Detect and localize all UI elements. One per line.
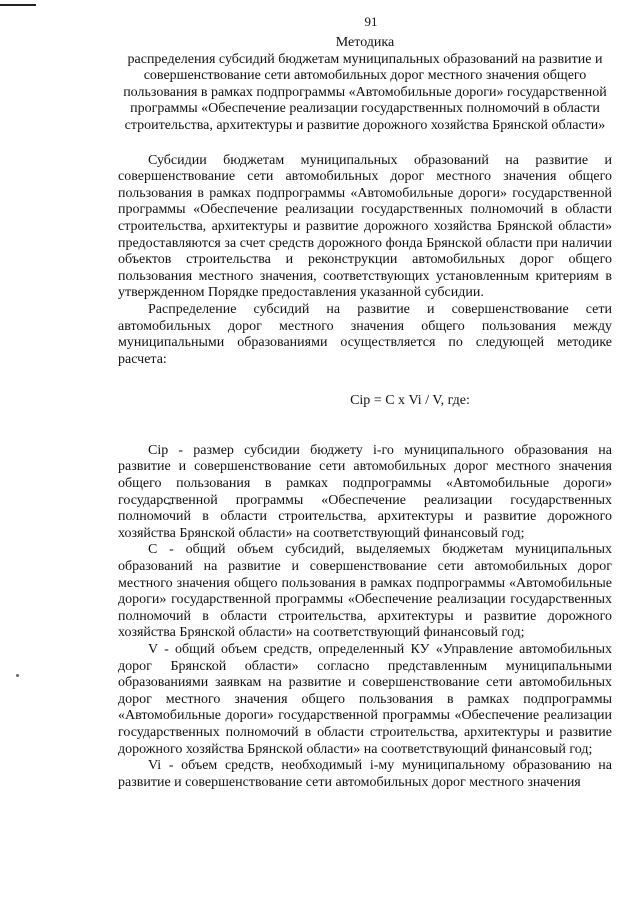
document-page xyxy=(118,14,612,791)
paragraph-distribution-method: Распределение субсидий на развитие и совершенствование сети автомобильных дорог местного значения общего пользования между муниципальными образованиями осуществляется по следующей методике расчета: xyxy=(118,301,612,367)
calculation-formula: Сiр = С х Vi / V, где: xyxy=(350,393,470,409)
definition-vi: Vi - объем средств, необходимый i-му муниципальному образованию на развитие и совершенствование сети автомобильных дорог местного значения xyxy=(118,758,612,790)
document-title: Методика xyxy=(335,35,395,50)
page-number: 91 xyxy=(364,14,378,29)
definition-v: V - общий объем средств, определенный КУ «Управление автомобильных дорог Брянской области» согласно представленным муниципальными образованиями заявкам на развитие и совершенствование сети автомобильных дорог местного значения общего пользования в рамках подпрограммы «Автомобильные дороги» государственной программы «Обеспечение реализации государственных полномочий в области строительства, архитектуры и развитие дорожного хозяйства Брянской области» на соответствующий финансовый год; xyxy=(118,642,612,757)
scan-edge-mark xyxy=(0,4,36,6)
document-body xyxy=(118,153,612,792)
definition-cip: Сiр - размер субсидии бюджету i-го муниципального образования на развитие и совершенствование сети автомобильных дорог местного значения общего пользования в рамках подпрограммы «Автомобильные дороги» государственной программы «Обеспечение реализации государственных полномочий в области строительства, архитектуры и развитие дорожного хозяйства Брянской области» на соответствующий финансовый год; xyxy=(118,442,612,541)
definition-c: С - общий объем субсидий, выделяемых бюджетам муниципальных образований на развитие и совершенствование сети автомобильных дорог местного значения общего пользования в рамках подпрограммы «Автомобильные дороги» государственной программы «Обеспечение реализации государственных полномочий в области строительства, архитектуры и развитие дорожного хозяйства Брянской области» на соответствующий финансовый год; xyxy=(118,542,612,641)
scan-speck xyxy=(16,674,19,677)
paragraph-subsidies-intro: Субсидии бюджетам муниципальных образований на развитие и совершенствование сети автомобильных дорог местного значения общего пользования в рамках подпрограммы «Автомобильные дороги» государственной программы «Обеспечение реализации государственных полномочий в области строительства, архитектуры и развитие дорожного хозяйства Брянской области» предоставляются за счет средств дорожного фонда Брянской области при наличии объектов строительства и реконструкции автомобильных дорог общего пользования местного значения, соответствующих установленным критериям в утвержденном Порядке предоставления указанной субсидии. xyxy=(118,152,612,301)
document-subtitle: распределения субсидий бюджетам муниципальных образований на развитие и совершенствование сети автомобильных дорог местного значения общего пользования в рамках подпрограммы «Автомобильные дороги» государственной программы «Обеспечение реализации государственных полномочий в области строительства, архитектуры и развитие дорожного хозяйства Брянской области» xyxy=(123,51,607,133)
